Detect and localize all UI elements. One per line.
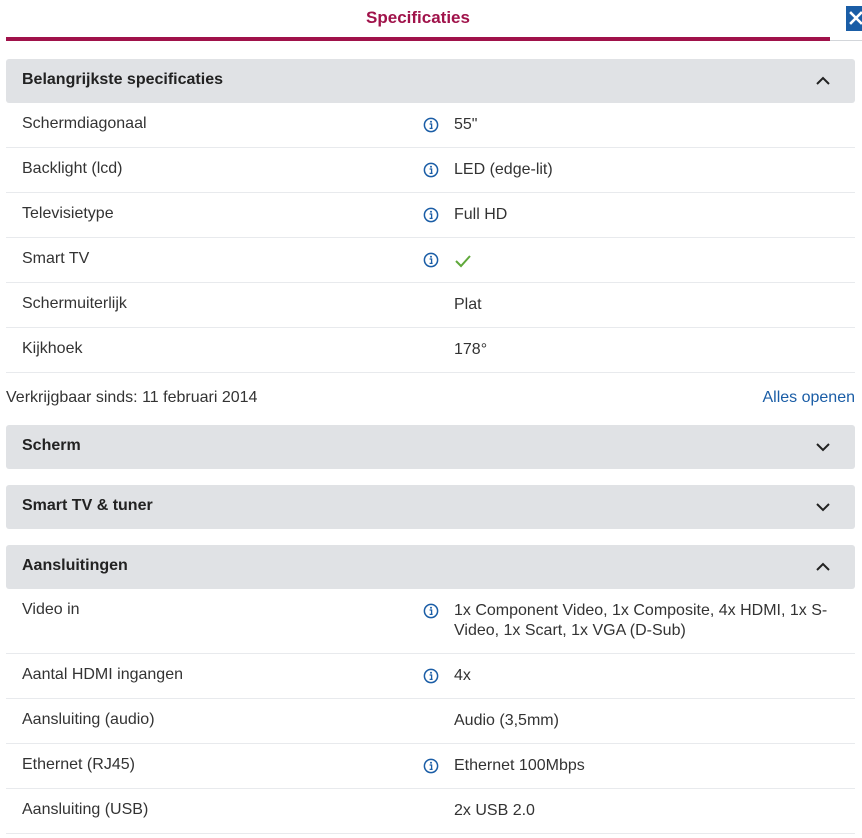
spec-row-televisietype (6, 193, 855, 238)
spec-value: LED (edge-lit) (454, 161, 553, 178)
spec-label: Televisietype (22, 205, 114, 222)
info-icon[interactable] (423, 668, 439, 684)
spec-value: 178° (454, 341, 488, 358)
header-divider (830, 40, 862, 41)
spec-label: Smart TV (22, 250, 90, 267)
spec-row-kijkhoek (6, 328, 855, 373)
chevron-up-icon (815, 74, 831, 88)
spec-row-ethernet (6, 744, 855, 789)
section-title: Smart TV & tuner (22, 497, 153, 514)
info-icon[interactable] (423, 117, 439, 133)
spec-row-audio (6, 699, 855, 744)
availability-row (6, 373, 855, 425)
spec-value: 2x USB 2.0 (454, 802, 535, 819)
open-all-link[interactable]: Alles openen (762, 389, 855, 406)
spec-value: Plat (454, 296, 482, 313)
section-header-smart-tv-tuner[interactable] (6, 485, 855, 529)
section-gap (6, 529, 855, 545)
section-header-main-specs[interactable] (6, 59, 855, 103)
spec-panel-header (0, 0, 862, 44)
spec-value: 55" (454, 116, 478, 133)
spec-value: Full HD (454, 206, 508, 223)
info-icon[interactable] (423, 758, 439, 774)
spec-value: Audio (3,5mm) (454, 712, 559, 729)
available-since-text: Verkrijgbaar sinds: 11 februari 2014 (6, 389, 258, 406)
info-icon[interactable] (423, 162, 439, 178)
chevron-down-icon (815, 500, 831, 514)
chevron-down-icon (815, 440, 831, 454)
spec-label: Aantal HDMI ingangen (22, 666, 183, 683)
section-header-aansluitingen[interactable] (6, 545, 855, 589)
close-icon (849, 11, 862, 25)
spec-label: Backlight (lcd) (22, 160, 123, 177)
spec-row-backlight (6, 148, 855, 193)
section-title: Scherm (22, 437, 81, 454)
spec-row-hdmi-count (6, 654, 855, 699)
spec-value: 4x (454, 667, 471, 684)
section-header-scherm[interactable] (6, 425, 855, 469)
checkmark-icon (454, 254, 472, 268)
spec-value: 1x Component Video, 1x Composite, 4x HDMI, 1x S-Video, 1x Scart, 1x VGA (D-Sub) (454, 602, 828, 639)
info-icon[interactable] (423, 207, 439, 223)
spec-label: Video in (22, 601, 80, 618)
spec-label: Aansluiting (audio) (22, 711, 155, 728)
spec-row-schermuiterlijk (6, 283, 855, 328)
section-title: Aansluitingen (22, 557, 128, 574)
info-icon[interactable] (423, 603, 439, 619)
title-underline (6, 37, 830, 41)
spec-row-video-in (6, 589, 855, 654)
spec-label: Ethernet (RJ45) (22, 756, 135, 773)
spec-row-smart-tv (6, 238, 855, 283)
section-title: Belangrijkste specificaties (22, 71, 223, 88)
chevron-up-icon (815, 560, 831, 574)
spec-sections (6, 59, 855, 834)
close-button[interactable] (846, 6, 862, 31)
section-gap (6, 469, 855, 485)
panel-title: Specificaties (366, 8, 470, 27)
spec-row-schermdiagonaal (6, 103, 855, 148)
spec-value: Ethernet 100Mbps (454, 757, 585, 774)
info-icon[interactable] (423, 252, 439, 268)
spec-row-usb (6, 789, 855, 834)
spec-label: Aansluiting (USB) (22, 801, 149, 818)
spec-label: Schermdiagonaal (22, 115, 147, 132)
spec-label: Kijkhoek (22, 340, 83, 357)
spec-label: Schermuiterlijk (22, 295, 127, 312)
